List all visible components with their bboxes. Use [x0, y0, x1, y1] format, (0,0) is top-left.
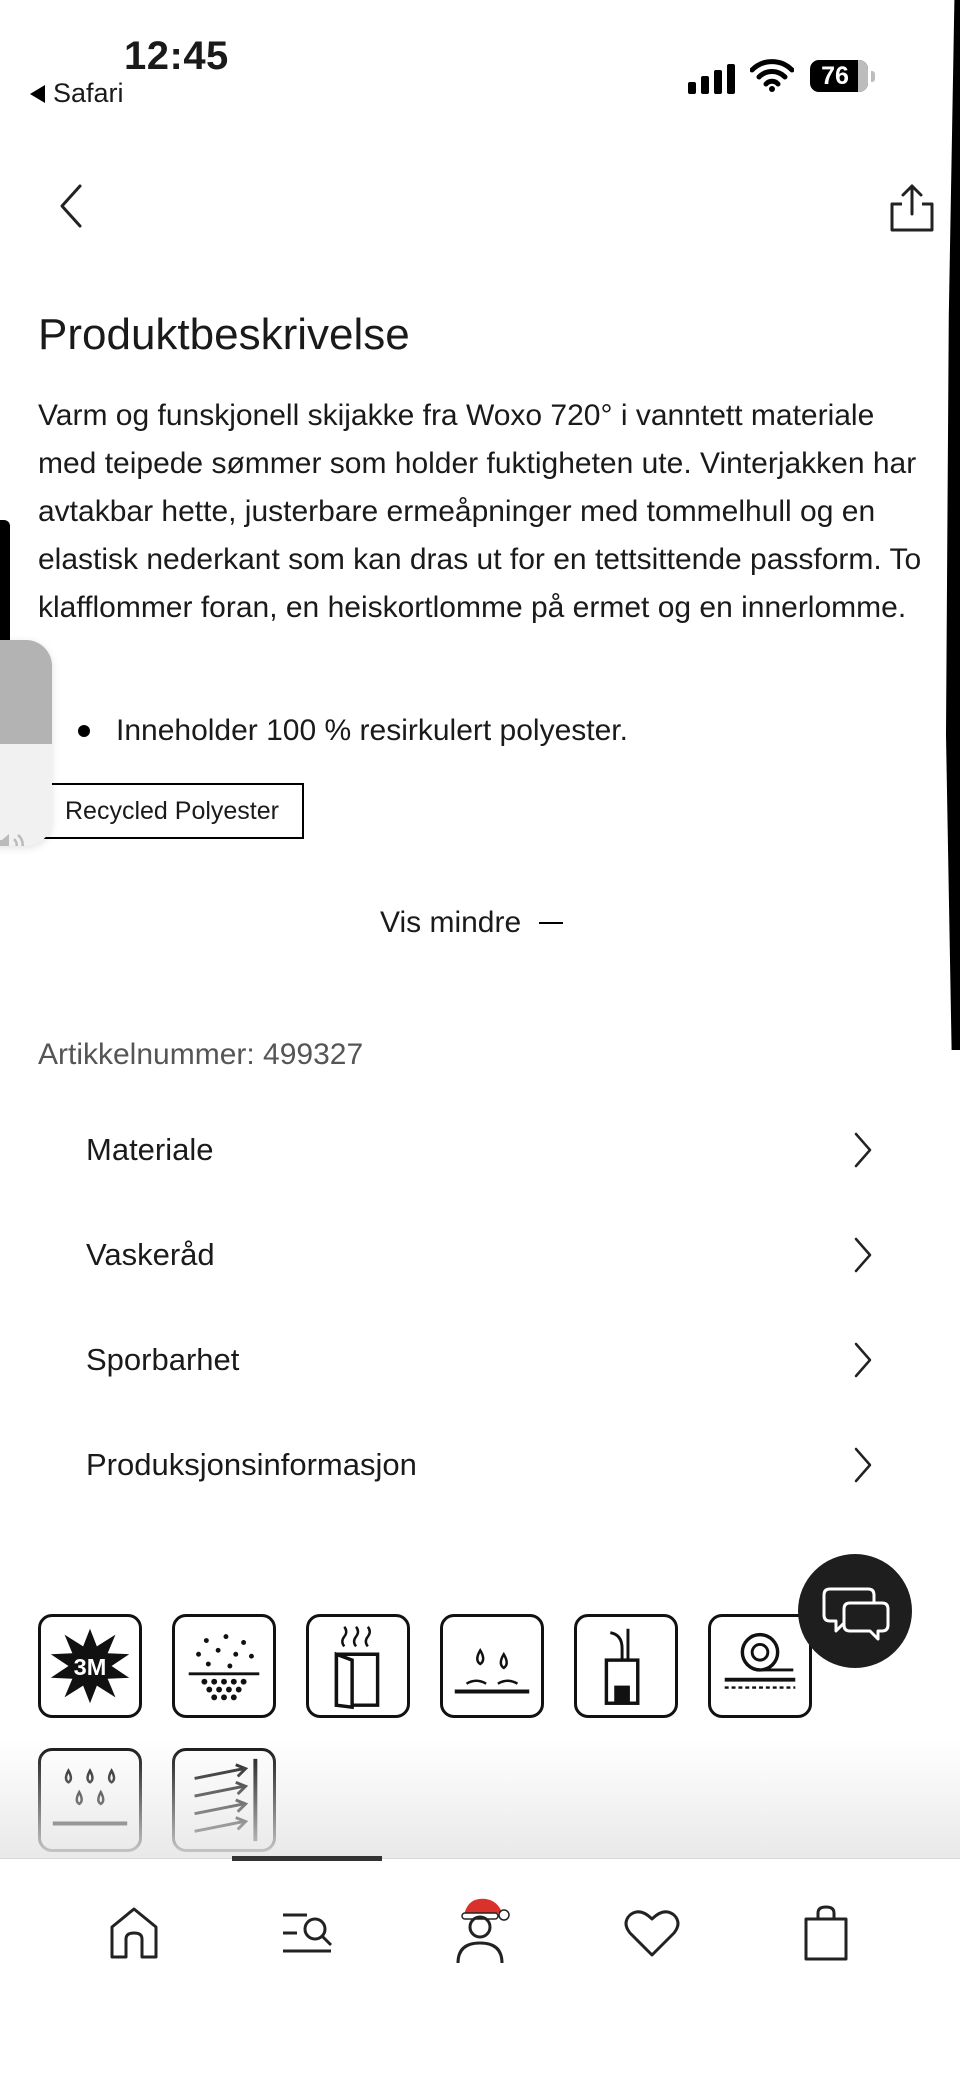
back-button[interactable] [52, 180, 92, 232]
list-item [78, 709, 628, 753]
tab-account[interactable] [450, 1893, 510, 1965]
chevron-left-icon [52, 180, 92, 232]
chat-icon [820, 1581, 890, 1641]
battery-icon [810, 60, 868, 92]
breathable-icon [306, 1614, 410, 1718]
status-time: 12:45 [124, 34, 229, 78]
accordion-label: Sporbarhet [86, 1342, 240, 1377]
accordion-vaskerad[interactable] [86, 1225, 876, 1285]
bullet-dot [78, 725, 90, 737]
accordion-produksjonsinformasjon[interactable] [86, 1435, 876, 1495]
cellular-signal-icon [688, 64, 735, 94]
speaker-icon [0, 830, 30, 846]
accordion-materiale[interactable] [86, 1120, 876, 1180]
back-triangle-icon [30, 85, 45, 103]
account-icon [450, 1893, 510, 1965]
back-app-label: Safari [53, 78, 124, 108]
accordion-label: Materiale [86, 1132, 214, 1167]
recycled-polyester-tag: Recycled Polyester [40, 783, 304, 839]
chat-button[interactable] [798, 1554, 912, 1668]
screen-edge-right [946, 0, 960, 1050]
tab-home[interactable] [104, 1903, 164, 1963]
tab-search[interactable] [277, 1903, 337, 1963]
battery-level: 76 [821, 62, 849, 90]
page-title: Produktbeskrivelse [38, 310, 410, 359]
back-to-safari[interactable] [30, 78, 124, 109]
search-menu-icon [277, 1903, 337, 1963]
show-less-label: Vis mindre [380, 906, 522, 939]
home-icon [104, 1903, 164, 1963]
battery-tip [871, 71, 875, 82]
wifi-icon [750, 58, 794, 97]
article-number: Artikkelnummer: 499327 [38, 1038, 364, 1071]
favorites-icon [622, 1903, 682, 1963]
product-description: Varm og funskjonell skijakke fra Woxo 720° i vanntett materiale med teipede sømmer som holder fuktigheten ute. Vinterjakken har avtakbar hette, justerbare ermeåpninger med tommelhull og en elastisk nederkant som kan dras ut for en tettsittende passform. To klafflommer foran, en heiskortlomme på ermet og en innerlomme. [38, 399, 922, 624]
show-less-toggle[interactable] [380, 906, 563, 940]
scroll-fade [0, 1740, 960, 1860]
3m-text: 3M [73, 1653, 107, 1680]
chevron-right-icon [850, 1340, 876, 1380]
tab-cart[interactable] [796, 1903, 856, 1963]
volume-indicator [0, 640, 52, 846]
water-repellent-icon [440, 1614, 544, 1718]
chevron-right-icon [850, 1235, 876, 1275]
tab-indicator [232, 1856, 382, 1861]
chevron-right-icon [850, 1130, 876, 1170]
bullet-text: Inneholder 100 % resirkulert polyester. [116, 714, 628, 747]
accordion-label: Produksjonsinformasjon [86, 1447, 417, 1482]
chevron-right-icon [850, 1445, 876, 1485]
accordion-label: Vaskeråd [86, 1237, 215, 1272]
taped-seams-icon [708, 1614, 812, 1718]
cart-icon [796, 1903, 856, 1963]
accordion-sporbarhet[interactable] [86, 1330, 876, 1390]
share-button[interactable] [884, 180, 940, 236]
adjustable-hood-icon [574, 1614, 678, 1718]
minus-icon [539, 922, 563, 924]
3m-thinsulate-icon [38, 1614, 142, 1718]
share-icon [884, 180, 940, 236]
tab-favorites[interactable] [622, 1903, 682, 1963]
insulation-icon [172, 1614, 276, 1718]
